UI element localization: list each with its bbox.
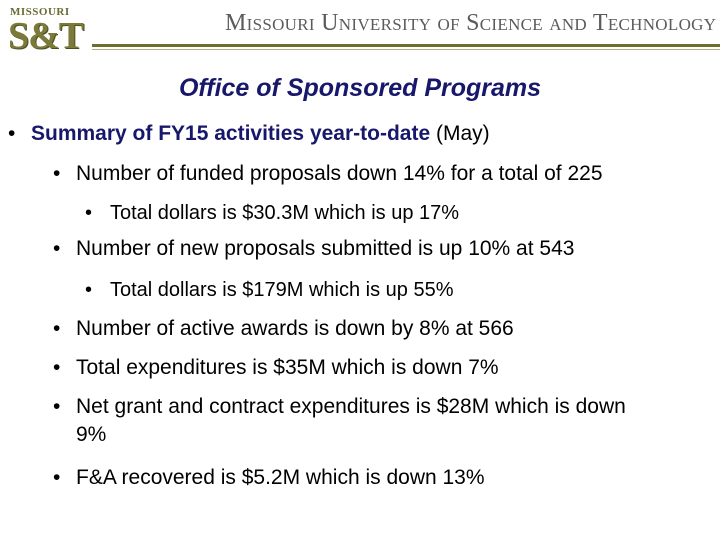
university-name: Missouri University of Science and Technology [225,10,717,36]
list-item-text: Number of funded proposals down 14% for a total of 225 [76,162,603,185]
bullet-icon: • [53,162,61,185]
list-item [85,199,705,227]
bullet-icon: • [53,317,61,340]
summary-heading [8,120,698,148]
list-item-text: Total dollars is $30.3M which is up 17% [110,202,460,224]
bullet-icon: • [53,237,61,260]
list-item [53,393,643,449]
list-item-text: Number of new proposals submitted is up 10% at 543 [76,237,575,260]
summary-heading-period: (May) [430,122,490,145]
list-item-text: Net grant and contract expenditures is $28M which is down 9% [76,395,626,446]
bullet-icon: • [53,356,61,379]
bullet-icon: • [85,279,93,301]
list-item [53,160,703,188]
header-divider [92,44,720,47]
bullet-icon: • [53,466,61,489]
list-item [53,315,703,343]
list-item-text: F&A recovered is $5.2M which is down 13% [76,466,485,489]
header-divider-thin [92,49,720,50]
list-item-text: Number of active awards is down by 8% at 566 [76,317,514,340]
list-item [53,235,703,263]
list-item [53,354,703,382]
list-item [85,276,705,304]
bullet-icon: • [8,122,16,145]
bullet-icon: • [53,395,61,418]
list-item [53,464,703,492]
summary-heading-bold: Summary of FY15 activities year-to-date [31,122,431,145]
logo-top-text: MISSOURI [10,6,70,18]
bullet-icon: • [85,202,93,224]
university-logo [8,6,84,62]
slide-title: Office of Sponsored Programs [178,74,542,102]
logo-main-text: S&T [8,15,84,57]
list-item-text: Total dollars is $179M which is up 55% [110,279,454,301]
list-item-text: Total expenditures is $35M which is down 7% [76,356,499,379]
